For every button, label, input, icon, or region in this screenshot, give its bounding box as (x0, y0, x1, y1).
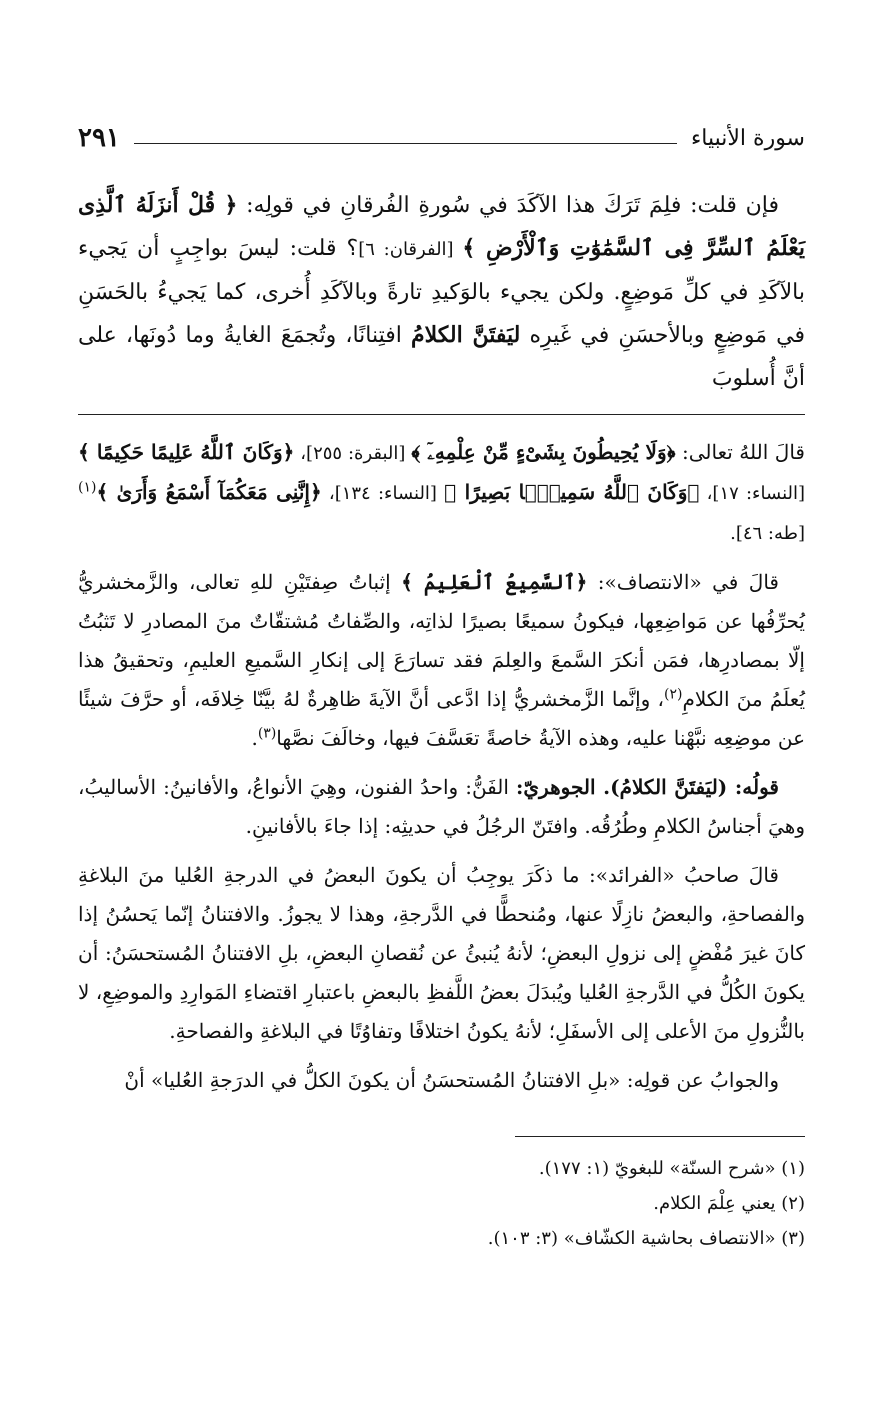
text-run: والجوابُ عن قولِه: «بلِ الافتنانُ المُستحسَنُ أن يكونَ الكلُّ في الدرَجةِ العُليا» أنْ (124, 1068, 779, 1092)
header-rule (134, 143, 677, 144)
text-run: إثباتُ صِفتَيْنِ للهِ تعالى، والزَّمخشريُّ يُحرِّفُها عن مَواضِعِها، فيكونُ سميعًا بصيرًا لذاتِه، والصِّفاتُ مُشتقّاتٌ منَ المصادرِ لا تَثبُتُ إلّا بمصادرِها، فمَن أنكرَ السَّمعَ والعِلمَ فقد تسارَعَ إلى إنكارِ السَّميعِ العليمِ، وتحقيقُ هذا يُعلَمُ منَ الكلامِ (78, 570, 806, 711)
text-run: ؟ قلت: ليسَ بواجِبٍ أن يَجيء بالآكَدِ في كلِّ مَوضِعٍ. ولكن يجيء بالوَكيدِ تارةً وبالآكَدِ أُخرى، كما يَجيءُ بالحَسَنِ في مَوضِعٍ وبالأحسَنِ في غَيرِه (78, 236, 805, 348)
quran-quote: ﴿وَلَا يُحِيطُونَ بِشَىْءٍ مِّنْ عِلْمِهِۦٓ ﴾ (411, 440, 676, 464)
main-text (78, 184, 805, 400)
section-divider (78, 414, 805, 415)
commentary-paragraph-3 (78, 768, 805, 846)
verse-reference: [طه: ٤٦]. (730, 523, 805, 544)
footnote-marker[interactable]: (٢) (664, 686, 683, 703)
footnote-marker[interactable]: (١) (78, 479, 97, 496)
quran-quote: ﴿ قُلْ أَنزَلَهُ ٱلَّذِى يَعْلَمُ ٱلسِّرَّ فِى ٱلسَّمَٰوَٰتِ وَٱلْأَرْضِ ﴾ (78, 192, 805, 261)
footnote-1: (١) «شرح السنّة» للبغويّ (١: ١٧٧). (538, 1158, 805, 1179)
quran-quote: ﴿إِنَّنِى مَعَكُمَآ أَسْمَعُ وَأَرَىٰ ﴾ (96, 480, 322, 504)
commentary-paragraph-4 (78, 856, 805, 1051)
commentary-text (78, 433, 805, 1100)
text-run: قالَ في «الانتصاف»: (587, 570, 779, 594)
text-run: فإن قلت: فلِمَ تَرَكَ هذا الآكَدَ في سُورةِ الفُرقانِ في قولِه: (237, 193, 779, 218)
commentary-paragraph-2 (78, 563, 805, 758)
running-header (78, 118, 805, 158)
quran-quote: ﴿وَكَانَ ٱللَّهُ سَمِيعًۢا بَصِيرًا ﴾ (444, 480, 700, 504)
verse-reference: [البقرة: ٢٥٥]، (294, 443, 412, 464)
text-run: قالَ اللهُ تعالى: (675, 440, 805, 464)
text-run: قالَ صاحبُ «الفرائد»: ما ذكَرَ يوجِبُ أن يكونَ البعضُ في الدرجةِ العُليا منَ البلاغةِ والفصاحةِ، والبعضُ نازِلًا عنها، ومُنحطًّا في الدَّرجةِ، وهذا لا يجوزُ. والافتنانُ إنّما يَحسُنُ إذا كانَ غيرَ مُفْضٍ إلى نزولِ البعضِ؛ لأنهُ يُنبئُ عن نُقصانِ البعضِ، بلِ الافتنانُ المُستحسَنُ: أن يكونَ الكُلُّ في الدَّرجةِ العُليا ويُبدَلَ بعضُ اللَّفظِ بالبعضِ باعتبارِ اقتضاءِ المَوارِدِ والموضِعِ، لا بالنُّزولِ منَ الأعلى إلى الأسفَلِ؛ لأنهُ يكونُ اختلافًا وتفاوُتًا في البلاغةِ والفصاحةِ. (78, 863, 806, 1043)
footnote-2: (٢) يعني عِلْمَ الكلام. (653, 1193, 805, 1214)
quran-quote: ﴿ٱلسَّمِيعُ ٱلْعَلِيمُ ﴾ (401, 570, 588, 594)
highlighted-phrase: قولُه: (ليَفتَنَّ الكلامُ). الجوهريّ: (516, 775, 779, 799)
commentary-paragraph-5 (78, 1061, 805, 1100)
verse-reference: [الفرقان: ٦] (358, 239, 463, 260)
text-run: . (251, 726, 258, 750)
text-run: الفَنُّ: واحدُ الفنون، وهِيَ الأنواعُ، والأفانينُ: الأساليبُ، وهيَ أجناسُ الكلامِ وطُرُقُه. وافتَنّ الرجُلُ في حديثِه: إذا جاءَ بالأفانينِ. (78, 775, 805, 838)
surah-name: سورة الأنبياء (690, 125, 805, 151)
highlighted-phrase: ليَفتَنَّ الكلامُ (411, 322, 521, 348)
commentary-paragraph-1 (78, 433, 805, 553)
footnote-3: (٣) «الانتصاف بحاشية الكشّاف» (٣: ١٠٣). (487, 1228, 805, 1249)
text-run: ، وإنَّما الزَّمخشريُّ إذا ادَّعى أنَّ الآيةَ ظاهِرةٌ لهُ بيَّنّا خِلافَه، أو حرَّفَ شيئًا عن موضِعِه نبَّهْنا عليه، وهذه الآيةُ خاصةً تعَسَّفَ فيها، وخالَفَ نصَّها (78, 687, 805, 750)
footnote-divider (515, 1136, 805, 1137)
text-run: افتِنانًا، وتُجمَعَ الغايةُ وما دُونَها، على أنَّ أُسلوبَ (78, 323, 805, 391)
footnotes (78, 1151, 805, 1256)
page-number: ٢٩١ (78, 123, 120, 153)
verse-reference: [النساء: ١٧]، (699, 483, 806, 504)
verse-reference: [النساء: ١٣٤]، (321, 483, 445, 504)
footnote-marker[interactable]: (٣) (257, 725, 277, 742)
main-paragraph (78, 184, 805, 400)
quran-quote: ﴿وَكَانَ ٱللَّهُ عَلِيمًا حَكِيمًا ﴾ (78, 440, 295, 464)
